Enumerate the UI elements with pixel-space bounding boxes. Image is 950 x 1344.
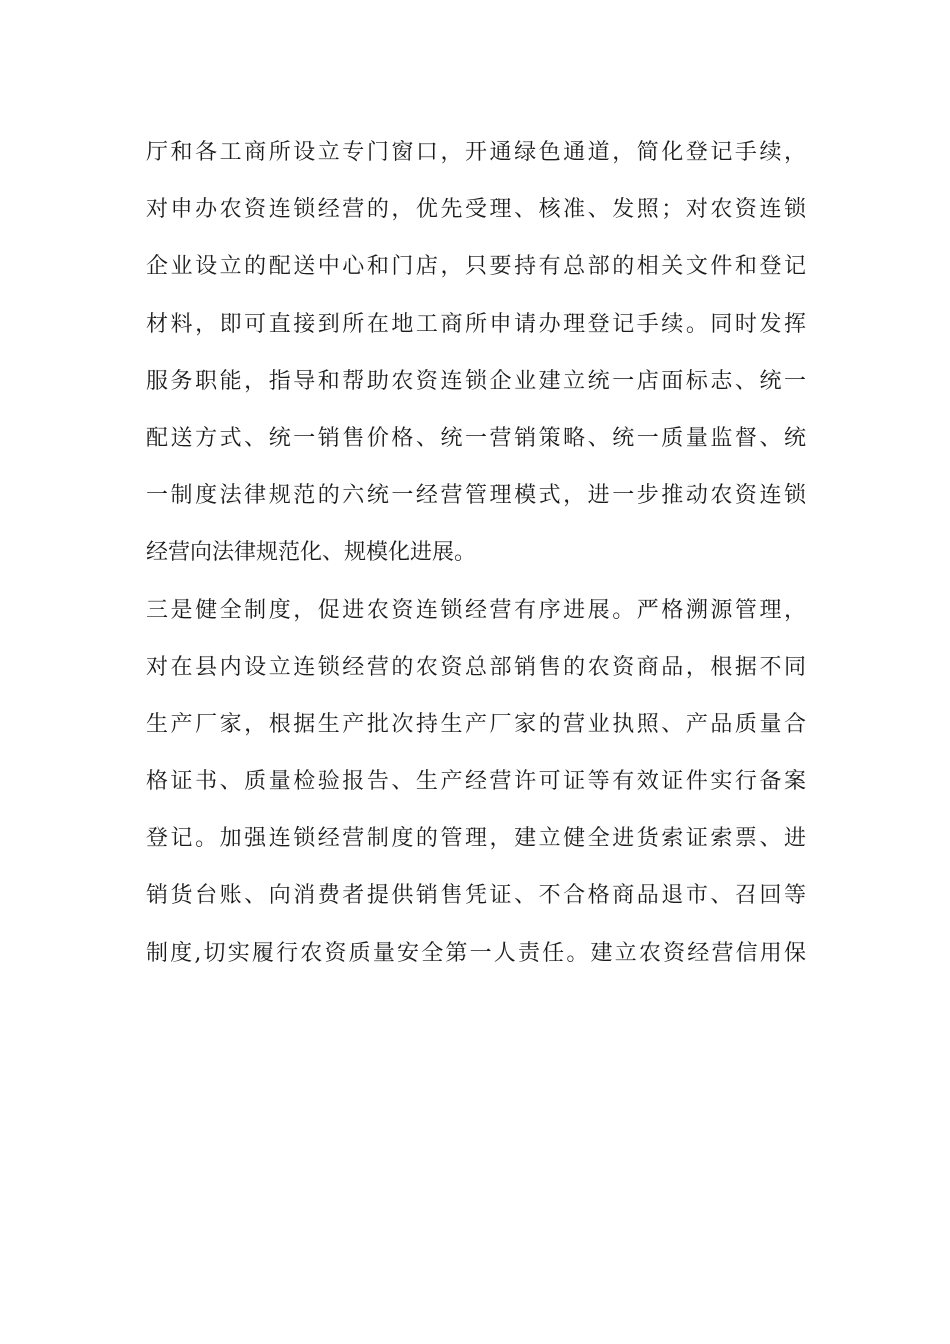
text-line: 制度,切实履行农资质量安全第一人责任。建立农资经营信用保 <box>146 940 806 966</box>
text-line: 厅和各工商所设立专门窗口，开通绿色通道，简化登记手续， <box>146 140 806 165</box>
text-line: 对在县内设立连锁经营的农资总部销售的农资商品，根据不同 <box>146 654 806 680</box>
text-line: 对申办农资连锁经营的，优先受理、核准、发照；对农资连锁 <box>146 197 806 223</box>
text-line: 配送方式、统一销售价格、统一营销策略、统一质量监督、统 <box>146 425 806 451</box>
text-line: 销货台账、向消费者提供销售凭证、不合格商品退市、召回等 <box>146 883 806 909</box>
text-line: 生产厂家，根据生产批次持生产厂家的营业执照、产品质量合 <box>146 711 806 737</box>
text-line: 格证书、质量检验报告、生产经营许可证等有效证件实行备案 <box>146 769 806 795</box>
text-line: 经营向法律规范化、规模化进展。 <box>146 540 477 566</box>
text-line: 企业设立的配送中心和门店，只要持有总部的相关文件和登记 <box>146 254 806 280</box>
document-body <box>146 131 806 989</box>
text-line: 服务职能，指导和帮助农资连锁企业建立统一店面标志、统一 <box>146 368 806 394</box>
text-line: 登记。加强连锁经营制度的管理，建立健全进货索证索票、进 <box>146 826 806 852</box>
text-line: 材料，即可直接到所在地工商所申请办理登记手续。同时发挥 <box>146 311 806 337</box>
text-line: 一制度法律规范的六统一经营管理模式，进一步推动农资连锁 <box>146 483 806 509</box>
text-line: 三是健全制度，促进农资连锁经营有序进展。严格溯源管理， <box>146 597 806 623</box>
